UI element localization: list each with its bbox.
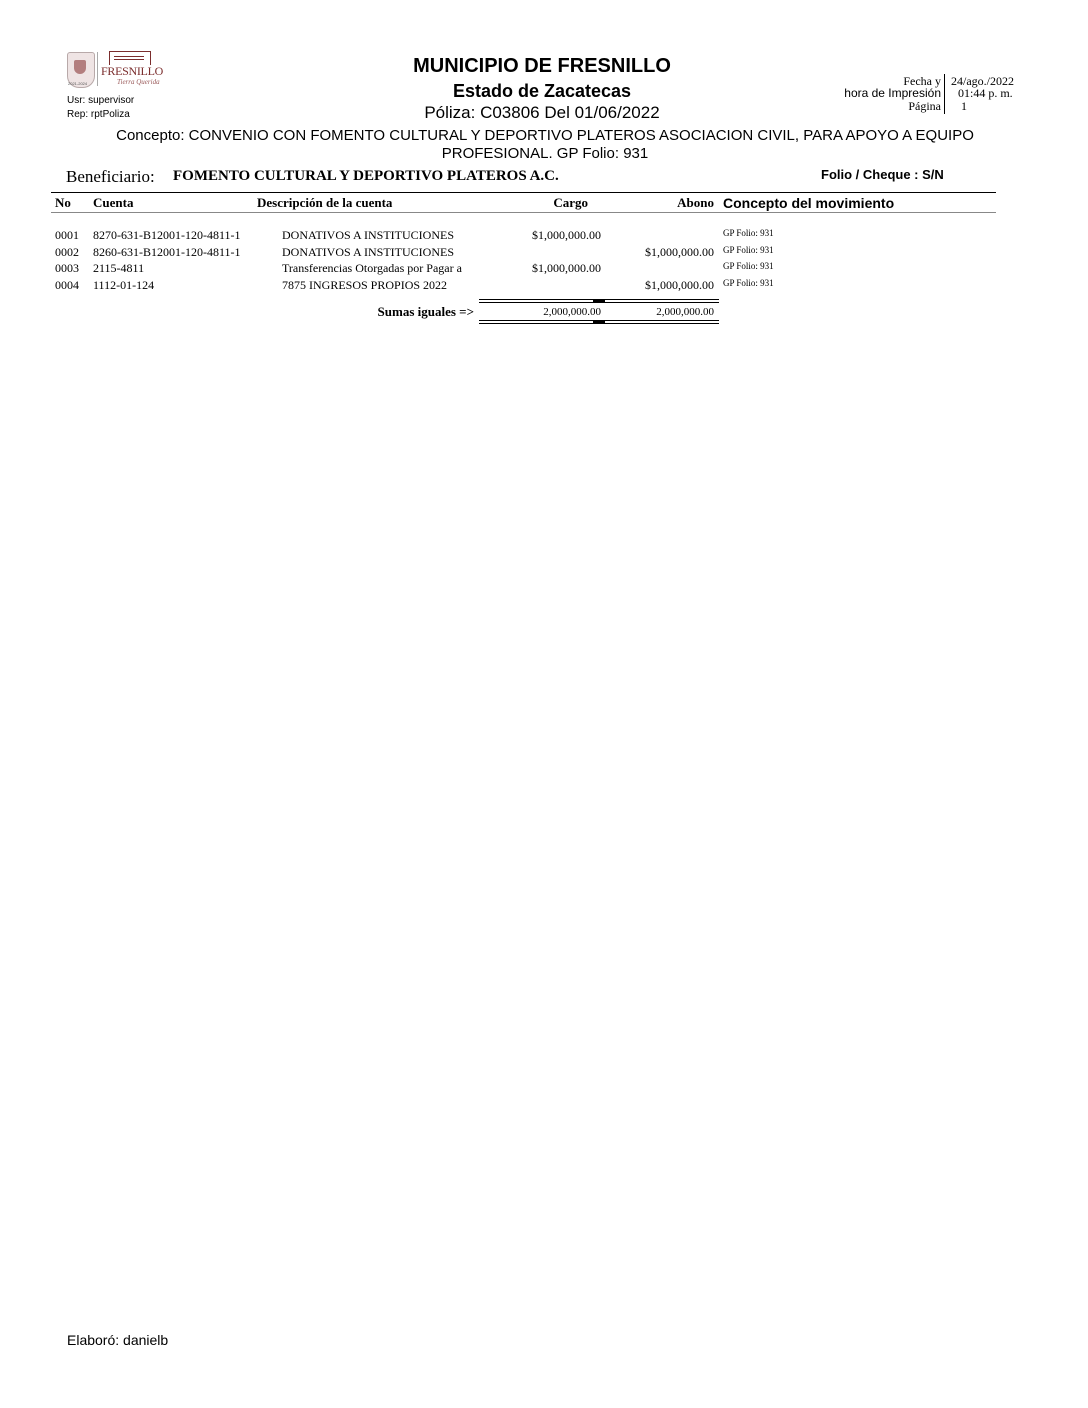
print-time-label: hora de Impresión — [844, 86, 941, 100]
row-cargo: $1,000,000.00 — [532, 228, 601, 242]
row-no: 0001 — [55, 228, 79, 242]
totals-cargo: 2,000,000.00 — [543, 306, 601, 318]
folio-cheque: Folio / Cheque : S/N — [821, 167, 944, 182]
elaboro-label: Elaboró: danielb — [67, 1332, 169, 1348]
page-number: 1 — [961, 99, 967, 113]
print-date: 24/ago./2022 — [951, 74, 1014, 88]
col-header-concepto: Concepto del movimiento — [723, 195, 895, 211]
page-label: Página — [908, 99, 941, 113]
col-header-abono: Abono — [677, 195, 714, 210]
totals-label: Sumas iguales => — [377, 304, 474, 319]
shield-year-text: 2021-2024 — [68, 81, 88, 86]
table-header-bottom-rule — [51, 212, 996, 213]
logo-town-tagline: Tierra Querida — [117, 78, 160, 86]
poliza-line: Póliza: C03806 Del 01/06/2022 — [424, 103, 660, 122]
row-cargo: $1,000,000.00 — [532, 261, 601, 275]
row-concepto: GP Folio: 931 — [723, 261, 774, 271]
row-concepto: GP Folio: 931 — [723, 278, 774, 288]
totals-abono: 2,000,000.00 — [656, 306, 714, 318]
concepto-text: Concepto: CONVENIO CON FOMENTO CULTURAL Y DEPORTIVO PLATEROS ASOCIACION CIVIL, PARA APOYO A EQUIPO PROFESIONAL. GP Folio: 931 — [116, 127, 974, 162]
row-no: 0003 — [55, 261, 79, 275]
table-header-top-rule — [51, 192, 996, 193]
row-no: 0002 — [55, 245, 79, 259]
report-label: Rep: rptPoliza — [67, 109, 130, 120]
row-descripcion: DONATIVOS A INSTITUCIONES — [282, 228, 455, 242]
beneficiario-name: FOMENTO CULTURAL Y DEPORTIVO PLATEROS A.C. — [173, 168, 559, 184]
row-abono: $1,000,000.00 — [645, 278, 714, 292]
row-abono: $1,000,000.00 — [645, 245, 714, 259]
totals-top-mark — [593, 299, 605, 302]
print-time: 01:44 p. m. — [958, 86, 1013, 100]
print-date-label: Fecha y — [903, 74, 941, 88]
col-header-cuenta: Cuenta — [93, 195, 134, 210]
row-concepto: GP Folio: 931 — [723, 228, 774, 238]
col-header-cargo: Cargo — [553, 195, 588, 210]
row-no: 0004 — [55, 278, 79, 292]
row-concepto: GP Folio: 931 — [723, 245, 774, 255]
col-header-no: No — [55, 195, 71, 210]
totals-bottom-mark — [593, 320, 605, 324]
col-header-descripcion: Descripción de la cuenta — [257, 195, 393, 210]
meta-divider — [944, 74, 945, 114]
row-cuenta: 2115-4811 — [93, 261, 145, 275]
document-title: MUNICIPIO DE FRESNILLO — [413, 55, 671, 77]
logo-town-name: FRESNILLO — [101, 64, 163, 78]
document-subtitle: Estado de Zacatecas — [452, 81, 632, 101]
row-descripcion: 7875 INGRESOS PROPIOS 2022 — [282, 278, 448, 292]
row-descripcion: DONATIVOS A INSTITUCIONES — [282, 245, 455, 259]
beneficiario-label: Beneficiario: — [66, 167, 155, 186]
row-cuenta: 1112-01-124 — [93, 278, 155, 292]
row-cuenta: 8260-631-B12001-120-4811-1 — [93, 245, 241, 259]
row-descripcion: Transferencias Otorgadas por Pagar a — [282, 261, 462, 275]
row-cuenta: 8270-631-B12001-120-4811-1 — [93, 228, 241, 242]
totals-top-rule-2 — [479, 302, 719, 303]
user-label: Usr: supervisor — [67, 95, 135, 106]
